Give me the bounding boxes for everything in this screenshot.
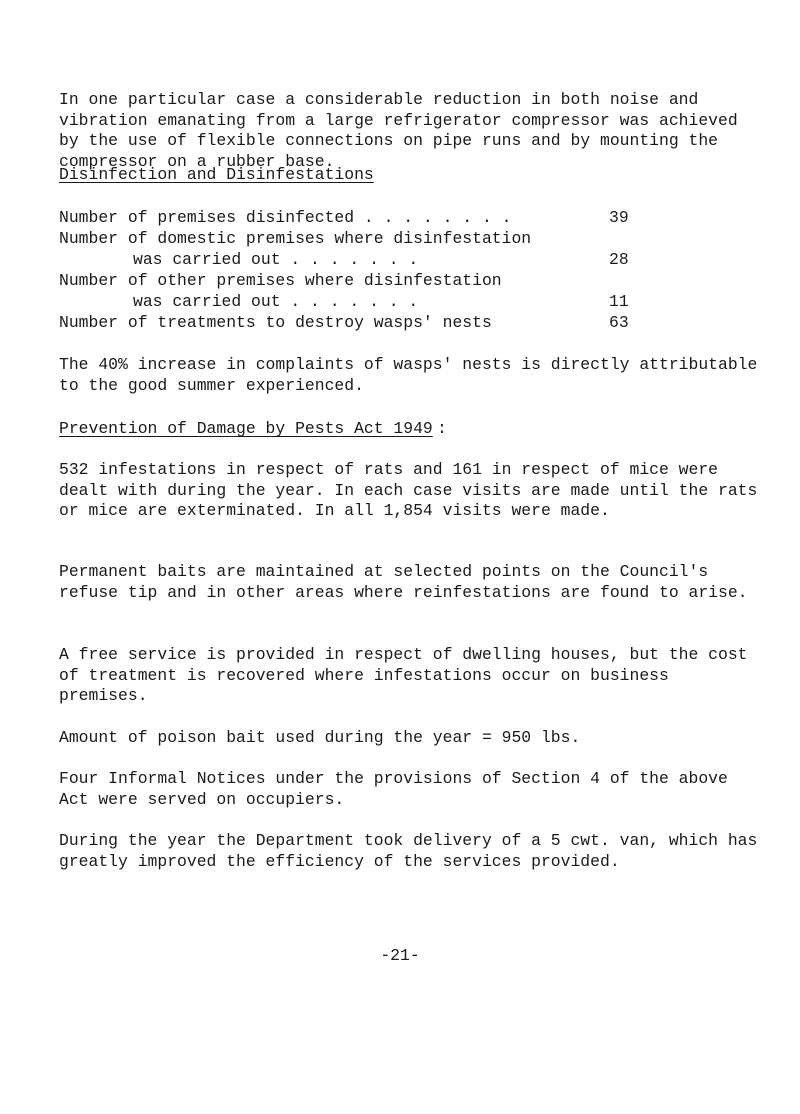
baits-paragraph: Permanent baits are maintained at selected points on the Council's refuse tip and in other areas where reinfestations are found to arise. [59,562,748,602]
stat-label: Number of treatments to destroy wasps' nests [59,313,492,332]
stat-label: Number of domestic premises where disinfestation [59,229,532,248]
stat-value: 63 [609,313,629,332]
stat-value: 11 [609,292,629,311]
stat-label: Number of premises disinfected . . . . . . . . [59,208,512,227]
wasps-note-paragraph: The 40% increase in complaints of wasps' nests is directly attributable to the good summer experienced. [59,355,758,395]
prevention-heading-text: Prevention of Damage by Pests Act 1949 [59,419,433,438]
stat-row [59,208,659,229]
stat-label: was carried out . . . . . . . [133,292,419,311]
van-delivery-paragraph: During the year the Department took delivery of a 5 cwt. van, which has greatly improved the efficiency of the services provided. [59,831,758,871]
intro-paragraph: In one particular case a considerable reduction in both noise and vibration emanating from a large refrigerator compressor was achieved by the use of flexible connections on pipe runs and by mounting the compressor on a rubber base. [59,90,738,171]
informal-notices-paragraph: Four Informal Notices under the provisions of Section 4 of the above Act were served on occupiers. [59,769,728,809]
stat-label: Number of other premises where disinfestation [59,271,502,290]
stat-value: 28 [609,250,629,269]
disinfection-heading: Disinfection and Disinfestations [59,165,374,184]
stat-label: was carried out . . . . . . . [133,250,419,269]
page-number: -21- [380,946,420,965]
infestations-paragraph: 532 infestations in respect of rats and 161 in respect of mice were dealt with during the year. In each case visits are made until the rats or mice are exterminated. In all 1,854 visits were made. [59,460,758,520]
stat-row [59,229,659,250]
stat-row [59,292,659,313]
prevention-heading-colon: : [437,419,447,438]
stat-row [59,313,659,334]
stat-row [59,271,659,292]
prevention-heading [59,419,433,440]
free-service-paragraph: A free service is provided in respect of dwelling houses, but the cost of treatment is recovered where infestations occur on business premises. [59,645,748,705]
stat-value: 39 [609,208,629,227]
stat-row [59,250,659,271]
poison-bait-paragraph: Amount of poison bait used during the year = 950 lbs. [59,728,581,747]
